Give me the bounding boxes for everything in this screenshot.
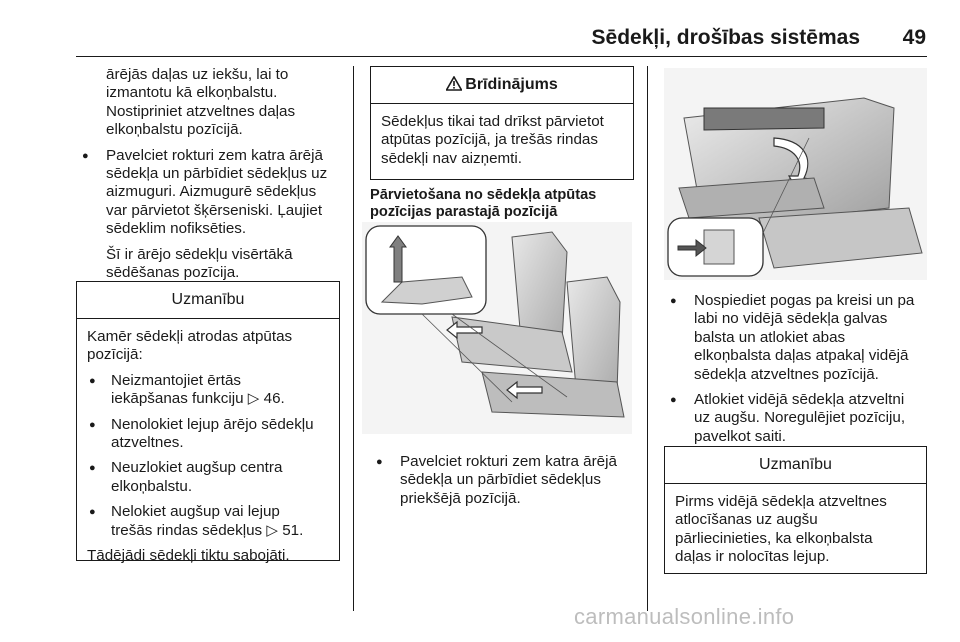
text-line: sēdēšanas pozīcija. — [106, 264, 240, 282]
list-item: ● Pavelciet rokturi zem katra ārējā sēdekļa un pārbīdiet sēdekļus priekšējā pozīcijā. — [370, 453, 640, 508]
caution-box — [664, 446, 927, 574]
list-item: ● Atlokiet vidējā sēdekļa atzveltni uz augšu. Noregulējiet pozīciju, pavelkot saiti. — [664, 391, 934, 446]
column-1 — [76, 66, 341, 282]
text-line: ārējās daļas uz iekšu, lai to — [106, 66, 289, 83]
list-item: ● Neuzlokiet augšup centra elkoņbalstu. — [87, 459, 329, 496]
watermark: carmanualsonline.info — [574, 604, 795, 629]
warning-icon — [446, 69, 462, 105]
caution-title: Uzmanību — [665, 447, 926, 484]
list-item: ● Nelokiet augšup vai lejup trešās rindas sēdekļus ▷ 51. — [87, 503, 329, 540]
text-line: elkoņbalstu pozīcijā. — [106, 121, 243, 139]
page-title: Sēdekļi, drošības sistēmas — [591, 26, 860, 49]
list-item: ● Pavelciet rokturi zem katra ārējā sēdekļa un pārbīdiet sēdekļus uz aizmuguri. Aizmugurē sēdekļus var pārvietot šķērseniski. Ļaujiet sēdeklim nofiksēties. — [76, 147, 341, 239]
list-item: ● Nenolokiet lejup ārējo sēdekļu atzveltnes. — [87, 416, 329, 453]
column-divider-2 — [647, 66, 648, 611]
seat-illustration-figure — [362, 222, 632, 434]
warning-box — [370, 66, 634, 180]
text-line: Šī ir ārējo sēdekļu visērtākā — [106, 245, 293, 263]
column-2-text — [370, 446, 640, 508]
header-divider — [76, 56, 927, 57]
warning-title: Brīdinājums — [371, 67, 633, 104]
caution-body: Kamēr sēdekļi atrodas atpūtas pozīcijā: ● Neizmantojiet ērtās iekāpšanas funkciju ▷ 46. ● Nenolokiet lejup ārējo sēdekļu atzveltnes. ● Neuzlokiet augšup centra elkoņbalstu. ● Nelokiet augšup vai lejup trešās rindas sēdekļus ▷ 51. Tādējādi sēdekļi tiktu sabojāti. — [77, 319, 339, 565]
seat-illustration-figure — [664, 68, 927, 280]
text-line: Nostipriniet atzveltnes daļas — [106, 102, 296, 120]
section-subheading: Pārvietošana no sēdekļa atpūtas pozīcijas parastajā pozīcijā — [370, 187, 597, 220]
caution-box — [76, 281, 340, 565]
caution-body: Pirms vidējā sēdekļa atzveltnes atlocīšanas uz augšu pārliecinieties, ka elkoņbalsta daļas ir nolocītas lejup. — [675, 493, 887, 566]
column-divider-1 — [353, 66, 354, 611]
caution-title: Uzmanību — [77, 282, 339, 319]
column-3-text — [664, 285, 934, 446]
list-item: ● Nospiediet pogas pa kreisi un pa labi no vidējā sēdekļa galvas balsta un atlokiet abas elkoņbalsta daļas atpakaļ vidējā sēdekļa atzveltnes pozīcijā. — [664, 292, 934, 384]
text-line: izmantotu kā elkoņbalstu. — [106, 84, 278, 102]
list-item: ● Neizmantojiet ērtās iekāpšanas funkciju ▷ 46. — [87, 372, 329, 409]
page-number: 49 — [902, 26, 926, 49]
warning-body: Sēdekļus tikai tad drīkst pārvietot atpūtas pozīcijā, ja trešās rindas sēdekļi nav aizņemti. — [381, 113, 604, 167]
